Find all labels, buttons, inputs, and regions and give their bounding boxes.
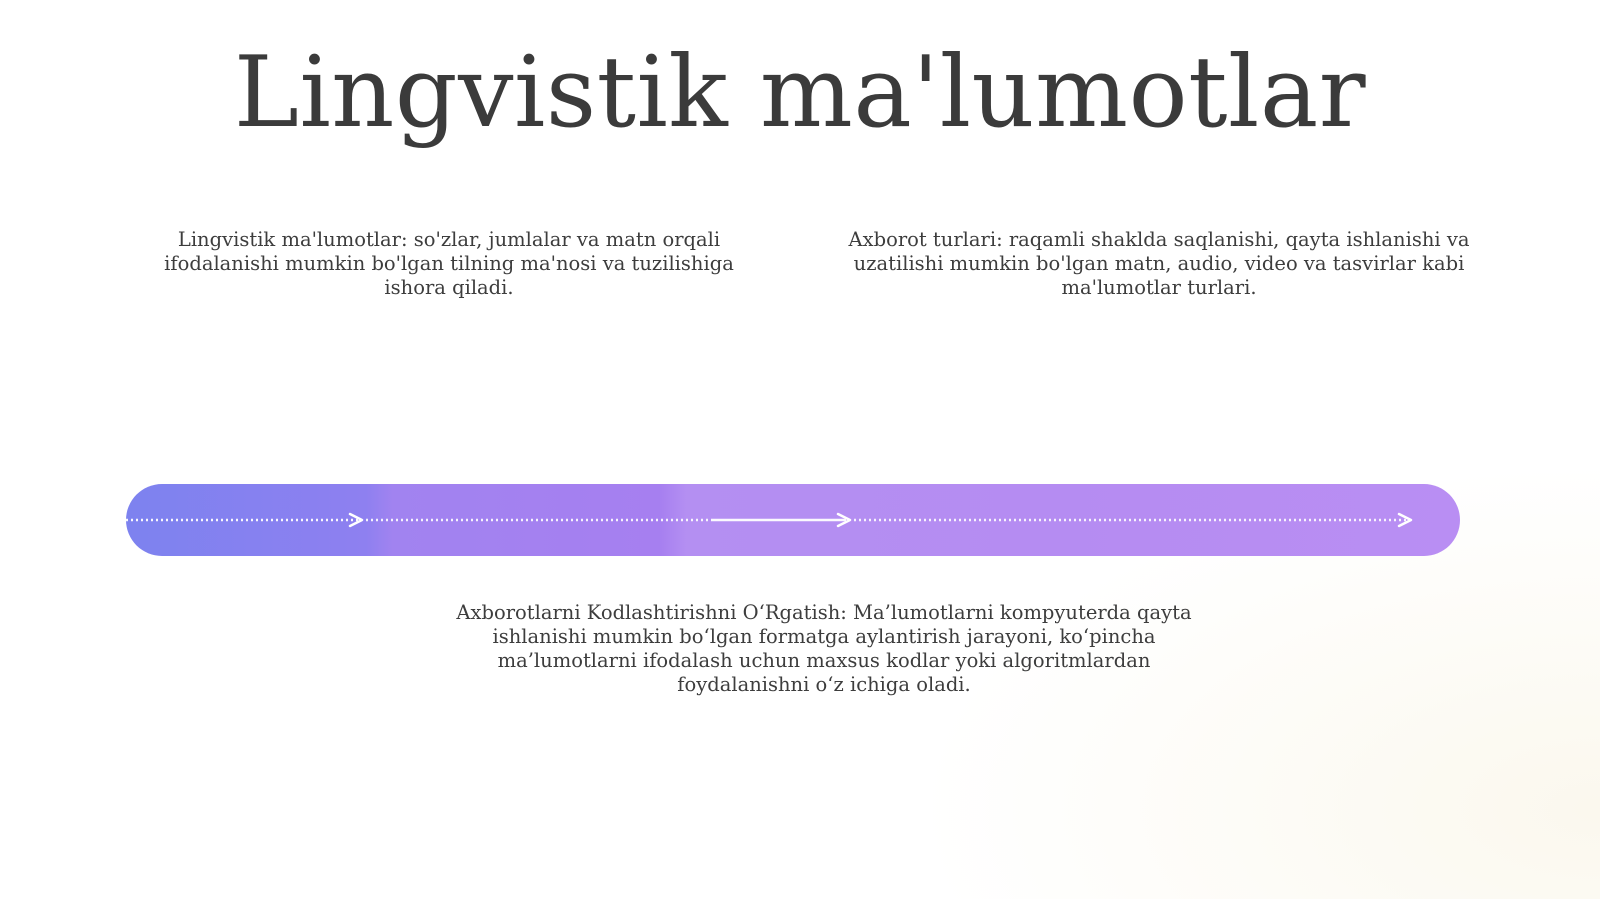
text-block-encoding: Axborotlarni Kodlashtirishni O‘Rgatish: Ma’lumotlarni kompyuterda qayta ishlanishi mumkin bo‘lgan formatga aylantirish jarayoni, ko‘pincha ma’lumotlarni ifodalash uchun maxsus kodlar yoki algoritmlardan foydalanishni o‘z ichiga oladi. bbox=[456, 601, 1192, 696]
text-block-info-types: Axborot turlari: raqamli shaklda saqlanishi, qayta ishlanishi va uzatilishi mumkin bo'lgan matn, audio, video va tasvirlar kabi ma'lumotlar turlari. bbox=[848, 228, 1470, 299]
timeline-arrows bbox=[126, 484, 1460, 556]
timeline-bar bbox=[126, 484, 1460, 556]
slide-title: Lingvistik ma'lumotlar bbox=[233, 36, 1367, 150]
text-block-linguistic: Lingvistik ma'lumotlar: so'zlar, jumlalar va matn orqali ifodalanishi mumkin bo'lgan tilning ma'nosi va tuzilishiga ishora qiladi. bbox=[164, 228, 734, 299]
